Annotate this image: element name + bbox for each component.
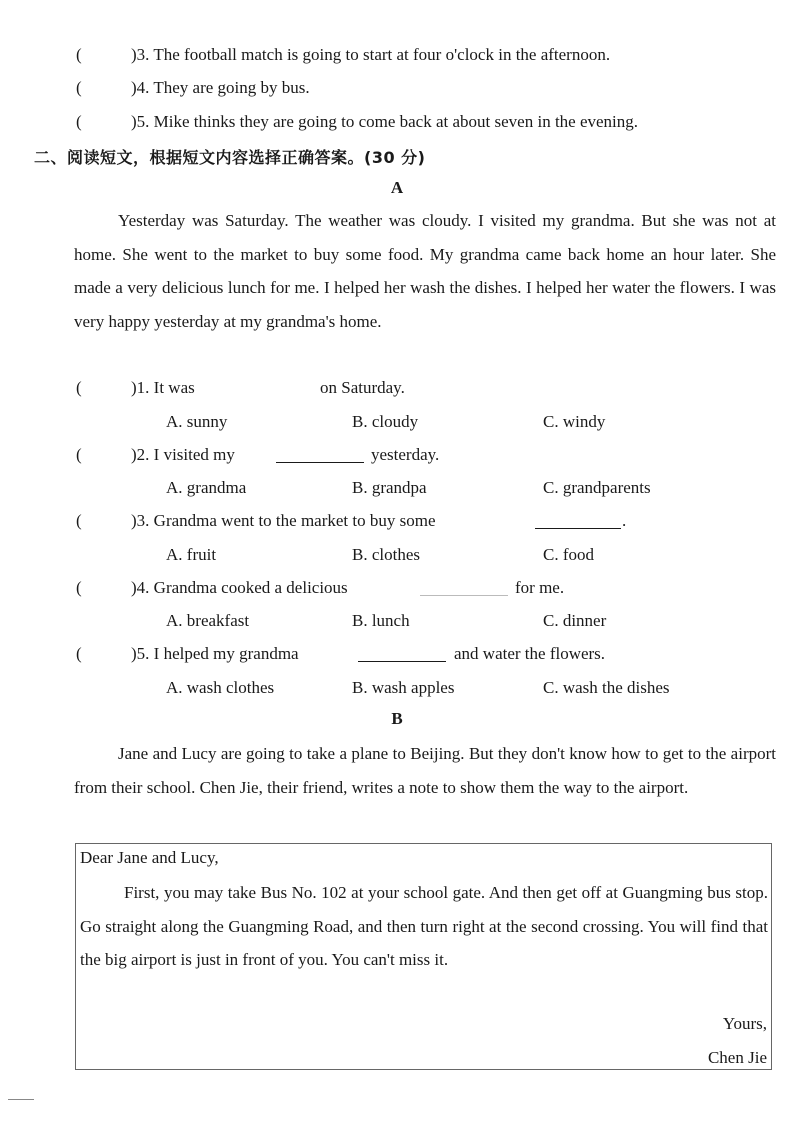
- option-a[interactable]: A. sunny: [166, 412, 228, 431]
- option-c[interactable]: C. grandparents: [543, 478, 651, 497]
- option-b[interactable]: B. cloudy: [352, 412, 419, 431]
- question-stem-end: yesterday.: [371, 445, 440, 464]
- note-body: [80, 876, 768, 977]
- note-box: [75, 843, 772, 1070]
- passage-b-paragraph: Jane and Lucy are going to take a plane to Beijing. But they don't know how to get to the airport from their school. Chen Jie, their friend, writes a note to show them the way to the airport.: [74, 744, 776, 797]
- answer-paren[interactable]: (: [76, 78, 82, 97]
- passage-a-heading: A: [390, 178, 404, 197]
- question-stem: )3. Grandma went to the market to buy some: [131, 511, 436, 530]
- answer-paren[interactable]: (: [76, 112, 82, 131]
- question-stem-end: and water the flowers.: [454, 644, 606, 663]
- section-title: 二、阅读短文，根据短文内容选择正确答案。(30 分): [34, 148, 426, 167]
- option-a[interactable]: A. grandma: [166, 478, 247, 497]
- passage-b-heading: B: [391, 709, 403, 728]
- option-c[interactable]: C. dinner: [543, 611, 607, 630]
- question-stem: )2. I visited my: [131, 445, 235, 464]
- option-a[interactable]: A. fruit: [166, 545, 217, 564]
- answer-paren[interactable]: (: [76, 45, 82, 64]
- option-b[interactable]: B. clothes: [352, 545, 420, 564]
- question-stem: )1. It was: [131, 378, 195, 397]
- question-stem: )4. Grandma cooked a delicious: [131, 578, 348, 597]
- option-b[interactable]: B. grandpa: [352, 478, 427, 497]
- note-signature: Chen Jie: [707, 1048, 767, 1067]
- option-c[interactable]: C. food: [543, 545, 594, 564]
- passage-b-text: [74, 737, 776, 804]
- page-mark: [8, 1099, 34, 1100]
- answer-paren[interactable]: (: [76, 578, 82, 597]
- question-stem-end: .: [622, 511, 627, 530]
- note-closing: Yours,: [722, 1014, 767, 1033]
- note-body-text: First, you may take Bus No. 102 at your school gate. And then get off at Guangming bus stop. Go straight along the Guangming Road, and then turn right at the second crossing. You will find that the big airport is just in front of you. You can't miss it.: [80, 883, 768, 969]
- option-c[interactable]: C. wash the dishes: [543, 678, 670, 697]
- answer-paren[interactable]: (: [76, 378, 82, 397]
- answer-blank[interactable]: [276, 448, 364, 463]
- answer-blank[interactable]: [535, 514, 621, 529]
- question-text: )4. They are going by bus.: [131, 78, 310, 97]
- option-a[interactable]: A. wash clothes: [166, 678, 275, 697]
- option-b[interactable]: B. lunch: [352, 611, 410, 630]
- answer-paren[interactable]: (: [76, 644, 82, 663]
- option-b[interactable]: B. wash apples: [352, 678, 455, 697]
- answer-blank[interactable]: [420, 581, 508, 596]
- option-c[interactable]: C. windy: [543, 412, 606, 431]
- question-text: )5. Mike thinks they are going to come back at about seven in the evening.: [131, 112, 639, 131]
- question-text: )3. The football match is going to start at four o'clock in the afternoon.: [131, 45, 611, 64]
- question-stem: )5. I helped my grandma: [131, 644, 299, 663]
- passage-a-text: [74, 204, 776, 338]
- passage-a-paragraph: Yesterday was Saturday. The weather was cloudy. I visited my grandma. But she was not at home. She went to the market to buy some food. My grandma came back home an hour later. She made a very delicious lunch for me. I helped her wash the dishes. I helped her water the flowers. I was very happy yesterday at my grandma's home.: [74, 211, 776, 331]
- note-greeting: Dear Jane and Lucy,: [80, 848, 219, 867]
- answer-blank[interactable]: [358, 647, 446, 662]
- answer-paren[interactable]: (: [76, 445, 82, 464]
- option-a[interactable]: A. breakfast: [166, 611, 250, 630]
- question-stem-end: on Saturday.: [320, 378, 405, 397]
- answer-paren[interactable]: (: [76, 511, 82, 530]
- question-stem-end: for me.: [515, 578, 565, 597]
